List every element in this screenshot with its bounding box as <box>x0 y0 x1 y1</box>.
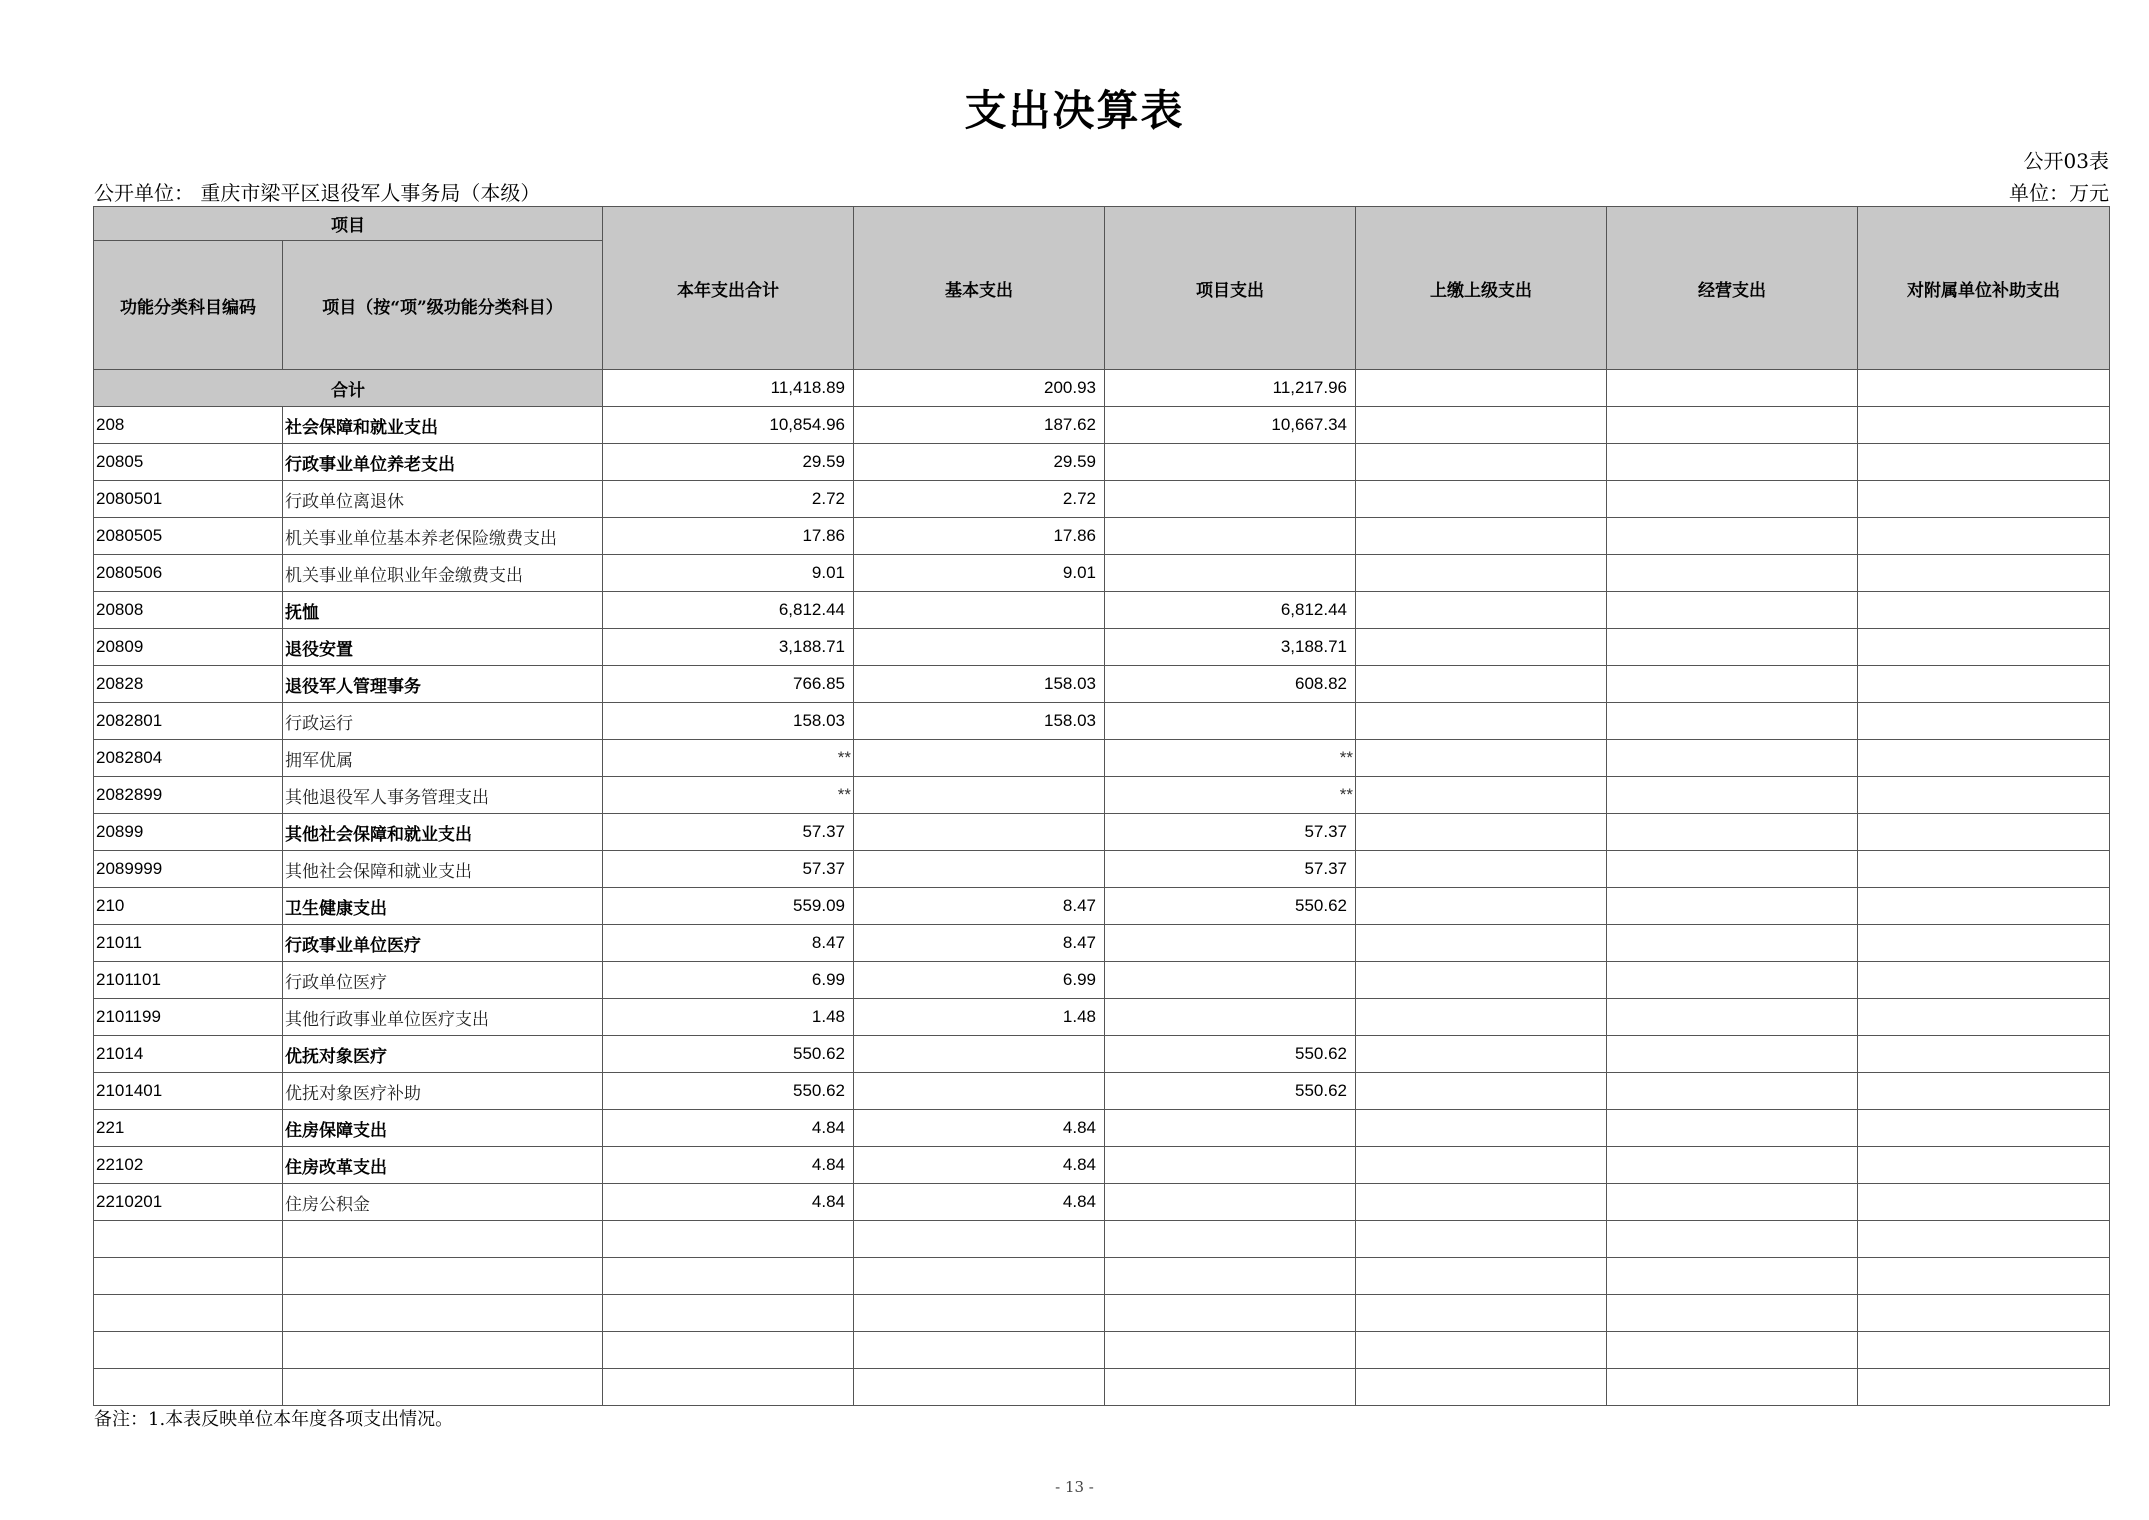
business-cell <box>1607 851 1858 888</box>
business-cell <box>1607 814 1858 851</box>
item-name-cell: 机关事业单位基本养老保险缴费支出 <box>283 518 603 555</box>
subsidy-cell <box>1858 1147 2110 1184</box>
upper-cell <box>1356 481 1607 518</box>
subsidy-cell <box>1858 1295 2110 1332</box>
total-cell: 11,418.89 <box>603 370 854 407</box>
business-cell <box>1607 999 1858 1036</box>
basic-cell <box>854 851 1105 888</box>
basic-cell: 1.48 <box>854 999 1105 1036</box>
table-row <box>94 1073 2110 1110</box>
total-cell: 10,854.96 <box>603 407 854 444</box>
table-row <box>94 703 2110 740</box>
table-row <box>94 629 2110 666</box>
subsidy-cell <box>1858 666 2110 703</box>
upper-cell <box>1356 592 1607 629</box>
business-cell <box>1607 1369 1858 1406</box>
table-row <box>94 1258 2110 1295</box>
business-cell <box>1607 629 1858 666</box>
business-cell <box>1607 1110 1858 1147</box>
table-row <box>94 1295 2110 1332</box>
business-cell <box>1607 740 1858 777</box>
total-cell: 3,188.71 <box>603 629 854 666</box>
basic-cell: 17.86 <box>854 518 1105 555</box>
project-cell: 3,188.71 <box>1105 629 1356 666</box>
basic-cell <box>854 777 1105 814</box>
project-cell: 550.62 <box>1105 888 1356 925</box>
basic-cell: 2.72 <box>854 481 1105 518</box>
item-name-cell: 抚恤 <box>283 592 603 629</box>
basic-cell <box>854 1258 1105 1295</box>
total-cell: 1.48 <box>603 999 854 1036</box>
project-cell: 10,667.34 <box>1105 407 1356 444</box>
project-cell: 57.37 <box>1105 814 1356 851</box>
currency-unit: 单位：万元 <box>2009 181 2109 205</box>
business-cell <box>1607 1295 1858 1332</box>
code-cell: 20808 <box>94 592 283 629</box>
code-cell: 2101199 <box>94 999 283 1036</box>
basic-cell: 187.62 <box>854 407 1105 444</box>
basic-cell <box>854 1369 1105 1406</box>
total-cell: 550.62 <box>603 1036 854 1073</box>
upper-cell <box>1356 999 1607 1036</box>
total-cell <box>603 1258 854 1295</box>
business-cell <box>1607 703 1858 740</box>
item-name-cell <box>283 1221 603 1258</box>
item-name-cell: 行政运行 <box>283 703 603 740</box>
subsidy-cell <box>1858 999 2110 1036</box>
item-name-cell: 退役安置 <box>283 629 603 666</box>
code-cell: 21014 <box>94 1036 283 1073</box>
subsidy-cell <box>1858 1369 2110 1406</box>
upper-cell <box>1356 740 1607 777</box>
total-cell: 57.37 <box>603 814 854 851</box>
project-cell <box>1105 518 1356 555</box>
business-cell <box>1607 481 1858 518</box>
project-cell <box>1105 999 1356 1036</box>
subsidy-cell <box>1858 703 2110 740</box>
item-name-cell: 卫生健康支出 <box>283 888 603 925</box>
project-cell: 550.62 <box>1105 1073 1356 1110</box>
item-name-cell: 其他退役军人事务管理支出 <box>283 777 603 814</box>
code-cell <box>94 1221 283 1258</box>
business-cell <box>1607 407 1858 444</box>
item-name-cell <box>283 1295 603 1332</box>
subsidy-cell <box>1858 1221 2110 1258</box>
subsidy-cell <box>1858 629 2110 666</box>
upper-cell <box>1356 1036 1607 1073</box>
table-row <box>94 444 2110 481</box>
subsidy-cell <box>1858 1332 2110 1369</box>
table-row <box>94 555 2110 592</box>
basic-cell <box>854 592 1105 629</box>
subsidy-cell <box>1858 1036 2110 1073</box>
code-cell: 210 <box>94 888 283 925</box>
subsidy-cell <box>1858 1110 2110 1147</box>
basic-cell: 158.03 <box>854 703 1105 740</box>
item-name-cell: 住房公积金 <box>283 1184 603 1221</box>
subsidy-cell <box>1858 1073 2110 1110</box>
item-name-cell: 行政单位医疗 <box>283 962 603 999</box>
item-name-cell: 行政事业单位医疗 <box>283 925 603 962</box>
table-row <box>94 777 2110 814</box>
upper-cell <box>1356 666 1607 703</box>
project-cell <box>1105 1295 1356 1332</box>
basic-cell <box>854 1295 1105 1332</box>
table-row <box>94 1147 2110 1184</box>
upper-cell <box>1356 555 1607 592</box>
item-name-cell <box>283 1369 603 1406</box>
upper-cell <box>1356 1295 1607 1332</box>
business-cell <box>1607 925 1858 962</box>
table-row <box>94 925 2110 962</box>
project-cell <box>1105 555 1356 592</box>
business-cell <box>1607 1221 1858 1258</box>
header-upper-payment: 上缴上级支出 <box>1356 207 1607 370</box>
total-cell <box>603 1221 854 1258</box>
table-row <box>94 888 2110 925</box>
business-cell <box>1607 1036 1858 1073</box>
upper-cell <box>1356 1369 1607 1406</box>
expenditure-table <box>93 206 2110 1406</box>
basic-cell: 200.93 <box>854 370 1105 407</box>
basic-cell <box>854 814 1105 851</box>
header-business: 经营支出 <box>1607 207 1858 370</box>
basic-cell <box>854 1073 1105 1110</box>
subsidy-cell <box>1858 814 2110 851</box>
item-name-cell: 社会保障和就业支出 <box>283 407 603 444</box>
code-cell: 2101101 <box>94 962 283 999</box>
business-cell <box>1607 666 1858 703</box>
business-cell <box>1607 1147 1858 1184</box>
project-cell <box>1105 1369 1356 1406</box>
project-cell <box>1105 1147 1356 1184</box>
upper-cell <box>1356 370 1607 407</box>
code-cell: 2080501 <box>94 481 283 518</box>
item-name-cell: 其他社会保障和就业支出 <box>283 851 603 888</box>
table-row <box>94 592 2110 629</box>
total-cell <box>603 1369 854 1406</box>
upper-cell <box>1356 629 1607 666</box>
subsidy-cell <box>1858 740 2110 777</box>
project-cell <box>1105 703 1356 740</box>
project-cell: 57.37 <box>1105 851 1356 888</box>
upper-cell <box>1356 1110 1607 1147</box>
code-cell: 2080506 <box>94 555 283 592</box>
item-name-cell: 行政单位离退休 <box>283 481 603 518</box>
business-cell <box>1607 1258 1858 1295</box>
code-cell: 208 <box>94 407 283 444</box>
table-row <box>94 814 2110 851</box>
table-row <box>94 518 2110 555</box>
upper-cell <box>1356 925 1607 962</box>
subsidy-cell <box>1858 518 2110 555</box>
upper-cell <box>1356 703 1607 740</box>
total-cell: 6.99 <box>603 962 854 999</box>
project-cell <box>1105 1258 1356 1295</box>
item-name-cell: 退役军人管理事务 <box>283 666 603 703</box>
subsidy-cell <box>1858 1184 2110 1221</box>
code-cell: 2082899 <box>94 777 283 814</box>
business-cell <box>1607 555 1858 592</box>
item-name-cell: 其他社会保障和就业支出 <box>283 814 603 851</box>
header-item: 项目（按“项”级功能分类科目） <box>283 241 603 370</box>
item-name-cell: 其他行政事业单位医疗支出 <box>283 999 603 1036</box>
project-cell: ** <box>1105 777 1356 814</box>
total-cell: 766.85 <box>603 666 854 703</box>
subsidy-cell <box>1858 925 2110 962</box>
table-row <box>94 481 2110 518</box>
upper-cell <box>1356 888 1607 925</box>
business-cell <box>1607 592 1858 629</box>
project-cell <box>1105 1221 1356 1258</box>
subsidy-cell <box>1858 777 2110 814</box>
total-cell: 17.86 <box>603 518 854 555</box>
total-cell: ** <box>603 740 854 777</box>
basic-cell: 8.47 <box>854 888 1105 925</box>
basic-cell <box>854 629 1105 666</box>
total-cell: 6,812.44 <box>603 592 854 629</box>
upper-cell <box>1356 962 1607 999</box>
table-row <box>94 851 2110 888</box>
code-cell: 20809 <box>94 629 283 666</box>
code-cell <box>94 1295 283 1332</box>
item-name-cell: 住房改革支出 <box>283 1147 603 1184</box>
business-cell <box>1607 444 1858 481</box>
item-name-cell: 住房保障支出 <box>283 1110 603 1147</box>
basic-cell: 158.03 <box>854 666 1105 703</box>
total-cell: 29.59 <box>603 444 854 481</box>
code-cell: 20899 <box>94 814 283 851</box>
basic-cell: 8.47 <box>854 925 1105 962</box>
upper-cell <box>1356 1073 1607 1110</box>
header-project-expenditure: 项目支出 <box>1105 207 1356 370</box>
code-cell: 2089999 <box>94 851 283 888</box>
header-subsidy: 对附属单位补助支出 <box>1858 207 2110 370</box>
total-cell: 4.84 <box>603 1147 854 1184</box>
subsidy-cell <box>1858 962 2110 999</box>
subsidy-cell <box>1858 1258 2110 1295</box>
basic-cell: 6.99 <box>854 962 1105 999</box>
item-name-cell: 优抚对象医疗补助 <box>283 1073 603 1110</box>
upper-cell <box>1356 851 1607 888</box>
total-cell: 559.09 <box>603 888 854 925</box>
subsidy-cell <box>1858 592 2110 629</box>
basic-cell <box>854 1036 1105 1073</box>
code-cell: 2080505 <box>94 518 283 555</box>
upper-cell <box>1356 518 1607 555</box>
table-row <box>94 740 2110 777</box>
header-basic: 基本支出 <box>854 207 1105 370</box>
total-cell: 9.01 <box>603 555 854 592</box>
subsidy-cell <box>1858 444 2110 481</box>
total-cell: 8.47 <box>603 925 854 962</box>
code-cell: 20828 <box>94 666 283 703</box>
upper-cell <box>1356 1258 1607 1295</box>
code-cell: 221 <box>94 1110 283 1147</box>
table-row <box>94 407 2110 444</box>
subsidy-cell <box>1858 370 2110 407</box>
subsidy-cell <box>1858 888 2110 925</box>
upper-cell <box>1356 1332 1607 1369</box>
total-cell: 550.62 <box>603 1073 854 1110</box>
business-cell <box>1607 518 1858 555</box>
code-cell <box>94 1258 283 1295</box>
basic-cell: 4.84 <box>854 1147 1105 1184</box>
subsidy-cell <box>1858 851 2110 888</box>
header-code: 功能分类科目编码 <box>94 241 283 370</box>
basic-cell: 4.84 <box>854 1184 1105 1221</box>
code-cell <box>94 1369 283 1406</box>
item-name-cell <box>283 1332 603 1369</box>
code-cell: 2082801 <box>94 703 283 740</box>
code-cell: 21011 <box>94 925 283 962</box>
project-cell: ** <box>1105 740 1356 777</box>
table-row <box>94 1110 2110 1147</box>
basic-cell: 4.84 <box>854 1110 1105 1147</box>
table-row <box>94 999 2110 1036</box>
upper-cell <box>1356 777 1607 814</box>
project-cell <box>1105 1110 1356 1147</box>
total-label: 合计 <box>94 370 603 407</box>
project-cell <box>1105 1332 1356 1369</box>
business-cell <box>1607 1184 1858 1221</box>
total-row <box>94 370 2110 407</box>
subsidy-cell <box>1858 407 2110 444</box>
project-cell <box>1105 962 1356 999</box>
item-name-cell <box>283 1258 603 1295</box>
total-cell: 4.84 <box>603 1110 854 1147</box>
form-number: 公开03表 <box>2023 149 2109 173</box>
project-cell: 6,812.44 <box>1105 592 1356 629</box>
basic-cell: 9.01 <box>854 555 1105 592</box>
total-cell: 57.37 <box>603 851 854 888</box>
business-cell <box>1607 1332 1858 1369</box>
table-row <box>94 1332 2110 1369</box>
basic-cell <box>854 740 1105 777</box>
upper-cell <box>1356 1184 1607 1221</box>
table-row <box>94 1221 2110 1258</box>
subsidy-cell <box>1858 555 2110 592</box>
project-cell <box>1105 1184 1356 1221</box>
table-row <box>94 1036 2110 1073</box>
page-title: 支出决算表 <box>964 86 1185 135</box>
upper-cell <box>1356 1147 1607 1184</box>
upper-cell <box>1356 1221 1607 1258</box>
project-cell: 608.82 <box>1105 666 1356 703</box>
upper-cell <box>1356 407 1607 444</box>
table-row <box>94 666 2110 703</box>
header-project: 项目 <box>94 207 603 241</box>
business-cell <box>1607 888 1858 925</box>
header-total: 本年支出合计 <box>603 207 854 370</box>
footnote: 备注：1.本表反映单位本年度各项支出情况。 <box>94 1409 454 1430</box>
table-row <box>94 962 2110 999</box>
item-name-cell: 机关事业单位职业年金缴费支出 <box>283 555 603 592</box>
upper-cell <box>1356 814 1607 851</box>
item-name-cell: 拥军优属 <box>283 740 603 777</box>
item-name-cell: 优抚对象医疗 <box>283 1036 603 1073</box>
business-cell <box>1607 1073 1858 1110</box>
code-cell: 2101401 <box>94 1073 283 1110</box>
project-cell <box>1105 444 1356 481</box>
table-row <box>94 1369 2110 1406</box>
code-cell: 20805 <box>94 444 283 481</box>
total-cell: 4.84 <box>603 1184 854 1221</box>
total-cell: ** <box>603 777 854 814</box>
reporting-unit: 公开单位： 重庆市梁平区退役军人事务局（本级） <box>94 181 541 205</box>
subsidy-cell <box>1858 481 2110 518</box>
code-cell: 2210201 <box>94 1184 283 1221</box>
code-cell: 22102 <box>94 1147 283 1184</box>
table-row <box>94 1184 2110 1221</box>
page-number: - 13 - <box>1055 1478 1094 1496</box>
basic-cell: 29.59 <box>854 444 1105 481</box>
project-cell <box>1105 481 1356 518</box>
basic-cell <box>854 1332 1105 1369</box>
total-cell: 158.03 <box>603 703 854 740</box>
project-cell: 550.62 <box>1105 1036 1356 1073</box>
project-cell: 11,217.96 <box>1105 370 1356 407</box>
total-cell: 2.72 <box>603 481 854 518</box>
code-cell: 2082804 <box>94 740 283 777</box>
code-cell <box>94 1332 283 1369</box>
project-cell <box>1105 925 1356 962</box>
total-cell <box>603 1295 854 1332</box>
basic-cell <box>854 1221 1105 1258</box>
item-name-cell: 行政事业单位养老支出 <box>283 444 603 481</box>
business-cell <box>1607 370 1858 407</box>
business-cell <box>1607 777 1858 814</box>
total-cell <box>603 1332 854 1369</box>
upper-cell <box>1356 444 1607 481</box>
business-cell <box>1607 962 1858 999</box>
